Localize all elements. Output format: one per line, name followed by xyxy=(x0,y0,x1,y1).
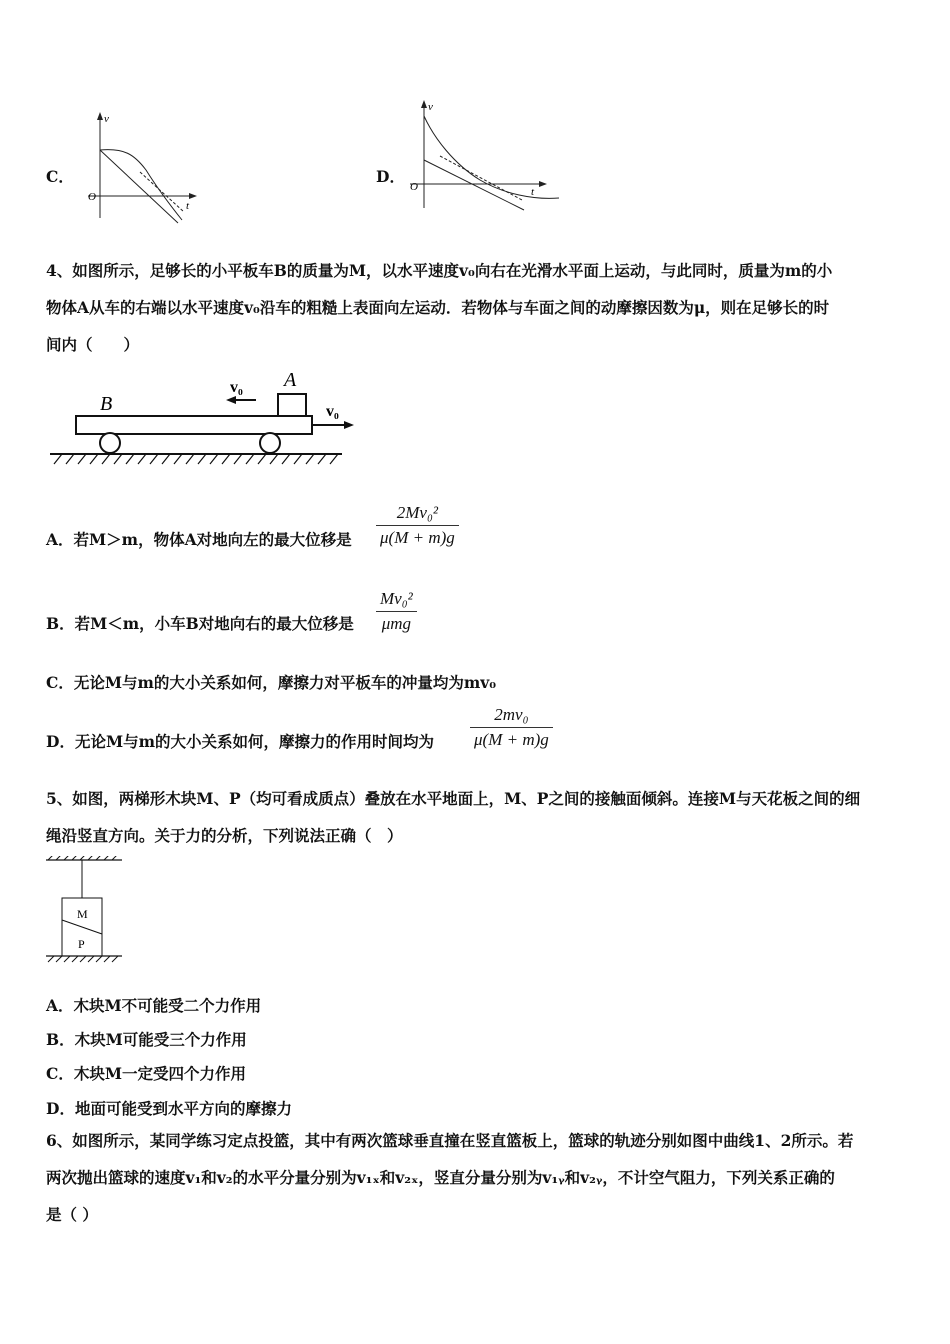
q3-option-d-label: D． xyxy=(376,167,405,186)
q5-stem-line1: 5、如图，两梯形木块M、P（均可看成质点）叠放在水平地面上，M、P之间的接触面倾斜。连接M与天花板之间的细 xyxy=(46,789,861,808)
graph-c-curve xyxy=(100,150,182,220)
q5-label-m: M xyxy=(77,907,88,921)
q3-graph-d xyxy=(404,98,564,214)
graph-d-curve xyxy=(424,116,559,198)
q4-wheel-right xyxy=(260,433,280,453)
q4-option-d: D．无论M与m的大小关系如何，摩擦力的作用时间均为 xyxy=(46,732,435,751)
graph-c-t-arrow xyxy=(189,193,197,199)
q4-cart-figure xyxy=(44,366,364,470)
q4-stem xyxy=(46,252,908,363)
q3-option-c-label: C． xyxy=(46,167,74,186)
graph-d-t-label: t xyxy=(531,186,535,198)
q4-option-b-denominator: μmg xyxy=(376,611,417,634)
q4-option-b-numerator: Mv₀² xyxy=(380,589,413,608)
graph-c-dashed xyxy=(140,172,184,212)
q5-stem-line2: 绳沿竖直方向。关于力的分析，下列说法正确（ ） xyxy=(46,826,403,845)
q4-stem-line1: 4、如图所示，足够长的小平板车B的质量为M，以水平速度v₀向右在光滑水平面上运动，与此同时，质量为m的小 xyxy=(46,261,833,280)
q5-block-figure xyxy=(44,856,128,968)
q4-cart-board xyxy=(76,416,312,434)
q5-option-b: B．木块M可能受三个力作用 xyxy=(46,1030,247,1049)
q4-stem-line2: 物体A从车的右端以水平速度v₀沿车的粗糙上表面向左运动．若物体与车面之间的动摩擦因数为μ，则在足够长的时 xyxy=(46,298,830,317)
q5-label-p: P xyxy=(78,937,85,951)
graph-d-dashed xyxy=(440,156,522,200)
q5-option-a: A．木块M不可能受二个力作用 xyxy=(46,996,262,1015)
graph-d-origin-label: O xyxy=(410,181,418,193)
q4-ground-hatch xyxy=(54,454,338,464)
q4-arrow-a-head xyxy=(226,396,236,404)
graph-c-line xyxy=(100,150,178,223)
q4-label-a: A xyxy=(284,369,297,391)
q4-option-d-numerator: 2mv₀ xyxy=(494,705,529,724)
q4-label-b: B xyxy=(100,393,113,415)
q6-stem xyxy=(46,1122,908,1233)
q4-option-a-numerator: 2Mv₀² xyxy=(396,503,438,522)
graph-d-line xyxy=(424,160,524,210)
graph-d-v-arrow xyxy=(421,100,427,108)
q5-stem xyxy=(46,780,908,854)
q4-label-arrow-a: v₀ xyxy=(230,379,243,396)
q5-option-c: C．木块M一定受四个力作用 xyxy=(46,1064,246,1083)
q5-ground-hatch xyxy=(48,956,118,962)
q4-wheel-left xyxy=(100,433,120,453)
graph-c-t-label: t xyxy=(186,200,190,212)
q3-graph-c xyxy=(82,108,202,228)
q4-block-a xyxy=(278,394,306,416)
q4-option-a-denominator: μ(M + m)g xyxy=(376,525,459,548)
q6-stem-line1: 6、如图所示，某同学练习定点投篮，其中有两次篮球垂直撞在竖直篮板上，篮球的轨迹分别如图中曲线1、2所示。若 xyxy=(46,1131,854,1150)
q4-option-c: C．无论M与m的大小关系如何，摩擦力对平板车的冲量均为mv₀ xyxy=(46,673,497,692)
graph-c-v-label: v xyxy=(104,113,109,125)
graph-c-origin-label: O xyxy=(88,191,96,203)
q6-stem-line2: 两次抛出篮球的速度v₁和v₂的水平分量分别为v₁ₓ和v₂ₓ，竖直分量分别为v₁ᵧ和v₂ᵧ，不计空气阻力，下列关系正确的 xyxy=(46,1168,835,1187)
graph-d-v-label: v xyxy=(428,101,433,113)
q4-label-arrow-b: v₀ xyxy=(326,403,339,420)
q4-stem-line3: 间内（ ） xyxy=(46,335,140,354)
q4-option-d-fraction xyxy=(470,705,553,750)
q6-stem-line3: 是（ ） xyxy=(46,1205,98,1224)
q4-option-d-denominator: μ(M + m)g xyxy=(470,727,553,750)
q4-option-a-fraction xyxy=(376,503,459,548)
graph-d-t-arrow xyxy=(539,181,547,187)
q4-option-a: A．若M＞m，物体A对地向左的最大位移是 xyxy=(46,530,352,549)
q4-option-b: B．若M＜m，小车B对地向右的最大位移是 xyxy=(46,614,354,633)
q4-option-b-fraction xyxy=(376,589,417,634)
q5-option-d: D．地面可能受到水平方向的摩擦力 xyxy=(46,1099,292,1118)
q4-arrow-b-head xyxy=(344,421,354,429)
graph-c-v-arrow xyxy=(97,112,103,120)
